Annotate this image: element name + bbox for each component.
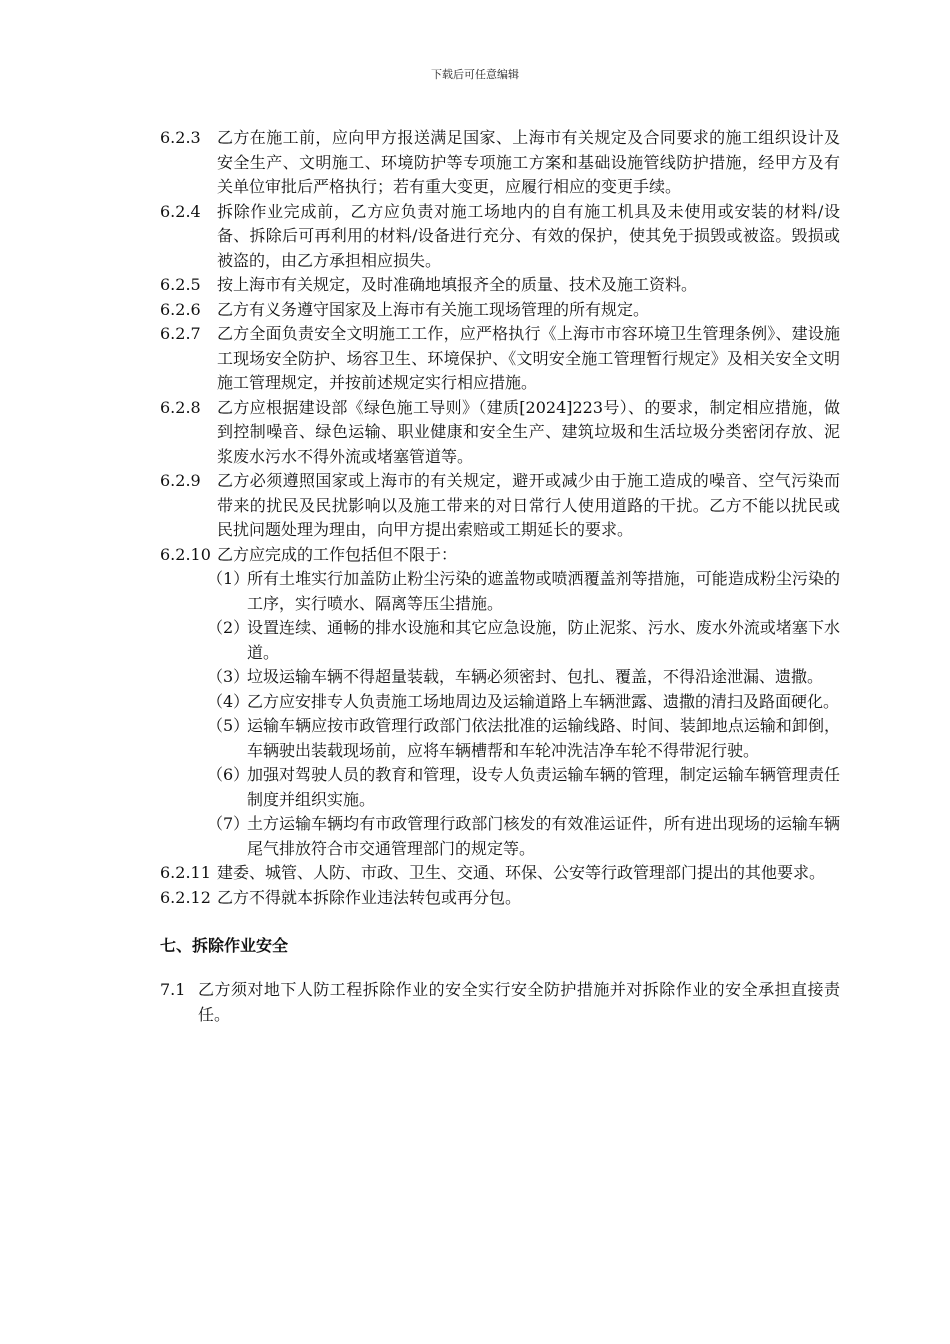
subclause-number: （1） bbox=[207, 569, 250, 588]
subclause-text: 垃圾运输车辆不得超量装载，车辆必须密封、包扎、覆盖，不得沿途泄漏、遗撒。 bbox=[247, 667, 824, 686]
subclause-4 bbox=[160, 690, 840, 715]
clause-number: 7.1 bbox=[160, 980, 186, 999]
clause-6-2-5 bbox=[160, 273, 840, 298]
subclause-number: （6） bbox=[207, 765, 250, 784]
clause-6-2-7 bbox=[160, 322, 840, 396]
clause-number: 6.2.8 bbox=[160, 397, 201, 417]
clause-number: 6.2.3 bbox=[160, 128, 201, 147]
clause-number: 6.2.5 bbox=[160, 275, 201, 294]
clause-6-2-11 bbox=[160, 861, 840, 886]
clause-text: 乙方必须遵照国家或上海市的有关规定，避开或减少由于施工造成的噪音、空气污染而带来的扰民及民扰影响以及施工带来的对日常行人使用道路的干扰。乙方不能以扰民或民扰问题处理为理由，向甲方提出索赔或工期延长的要求。 bbox=[217, 471, 840, 539]
clause-6-2-9 bbox=[160, 469, 840, 543]
subclause-number: （5） bbox=[207, 716, 250, 735]
clause-6-2-8 bbox=[160, 396, 840, 470]
subclause-2 bbox=[160, 616, 840, 665]
clause-text: 拆除作业完成前，乙方应负责对施工场地内的自有施工机具及未使用或安装的材料/设备、拆除后可再利用的材料/设备进行充分、有效的保护，使其免于损毁或被盗。毁损或被盗的，由乙方承担相应损失。 bbox=[217, 201, 840, 270]
subclause-number: （2） bbox=[207, 618, 250, 637]
clause-6-2-4 bbox=[160, 200, 840, 274]
subclause-1 bbox=[160, 567, 840, 616]
clause-number: 6.2.10 bbox=[160, 544, 211, 564]
clause-text: 乙方全面负责安全文明施工工作，应严格执行《上海市市容环境卫生管理条例》、建设施工现场安全防护、场容卫生、环境保护、《文明安全施工管理暂行规定》及相关安全文明施工管理规定，并按前述规定实行相应措施。 bbox=[217, 324, 840, 392]
clause-number: 6.2.4 bbox=[160, 201, 201, 221]
subclause-text: 土方运输车辆均有市政管理行政部门核发的有效准运证件，所有进出现场的运输车辆尾气排放符合市交通管理部门的规定等。 bbox=[247, 814, 840, 858]
clause-6-2-12 bbox=[160, 886, 840, 911]
page-header: 下载后可任意编辑 bbox=[431, 68, 519, 81]
clause-text: 乙方有义务遵守国家及上海市有关施工现场管理的所有规定。 bbox=[217, 299, 650, 319]
subclause-number: （7） bbox=[207, 814, 250, 833]
subclause-number: （4） bbox=[207, 691, 250, 711]
subclause-number: （3） bbox=[207, 667, 250, 686]
document-body bbox=[160, 126, 840, 1027]
subclause-5 bbox=[160, 714, 840, 763]
subclause-text: 乙方应安排专人负责施工场地周边及运输道路上车辆泄露、遗撒的清扫及路面硬化。 bbox=[247, 691, 840, 711]
clause-text: 建委、城管、人防、市政、卫生、交通、环保、公安等行政管理部门提出的其他要求。 bbox=[217, 863, 826, 882]
clause-text: 乙方须对地下人防工程拆除作业的安全实行安全防护措施并对拆除作业的安全承担直接责任。 bbox=[198, 980, 840, 1024]
clause-text: 乙方在施工前，应向甲方报送满足国家、上海市有关规定及合同要求的施工组织设计及安全生产、文明施工、环境防护等专项施工方案和基础设施管线防护措施，经甲方及有关单位审批后严格执行；若有重大变更，应履行相应的变更手续。 bbox=[217, 128, 840, 196]
clause-text: 乙方不得就本拆除作业违法转包或再分包。 bbox=[217, 887, 522, 907]
subclause-text: 运输车辆应按市政管理行政部门依法批准的运输线路、时间、装卸地点运输和卸倒，车辆驶出装载现场前，应将车辆槽帮和车轮冲洗洁净车轮不得带泥行驶。 bbox=[247, 716, 840, 760]
subclause-3 bbox=[160, 665, 840, 690]
clause-text: 乙方应完成的工作包括但不限于： bbox=[217, 544, 458, 564]
section-heading: 七、拆除作业安全 bbox=[160, 936, 289, 955]
clause-7-1 bbox=[160, 978, 840, 1027]
clause-text: 按上海市有关规定，及时准确地填报齐全的质量、技术及施工资料。 bbox=[217, 275, 698, 294]
subclause-text: 所有土堆实行加盖防止粉尘污染的遮盖物或喷洒覆盖剂等措施，可能造成粉尘污染的工序，实行喷水、隔离等压尘措施。 bbox=[247, 569, 840, 613]
clause-number: 6.2.9 bbox=[160, 471, 201, 490]
clause-6-2-6 bbox=[160, 298, 840, 323]
subclause-7 bbox=[160, 812, 840, 861]
clause-number: 6.2.7 bbox=[160, 324, 201, 343]
clause-6-2-10 bbox=[160, 543, 840, 568]
subclause-text: 设置连续、通畅的排水设施和其它应急设施，防止泥浆、污水、废水外流或堵塞下水道。 bbox=[247, 618, 840, 662]
clause-number: 6.2.6 bbox=[160, 299, 201, 319]
subclause-6 bbox=[160, 763, 840, 812]
clause-number: 6.2.11 bbox=[160, 863, 211, 882]
clause-6-2-3 bbox=[160, 126, 840, 200]
subclause-text: 加强对驾驶人员的教育和管理，设专人负责运输车辆的管理，制定运输车辆管理责任制度并组织实施。 bbox=[247, 765, 840, 809]
clause-text: 乙方应根据建设部《绿色施工导则》（建质[2024]223号）、的要求，制定相应措施，做到控制噪音、绿色运输、职业健康和安全生产、建筑垃圾和生活垃圾分类密闭存放、泥浆废水污水不得外流或堵塞管道等。 bbox=[217, 397, 840, 466]
clause-number: 6.2.12 bbox=[160, 887, 211, 907]
